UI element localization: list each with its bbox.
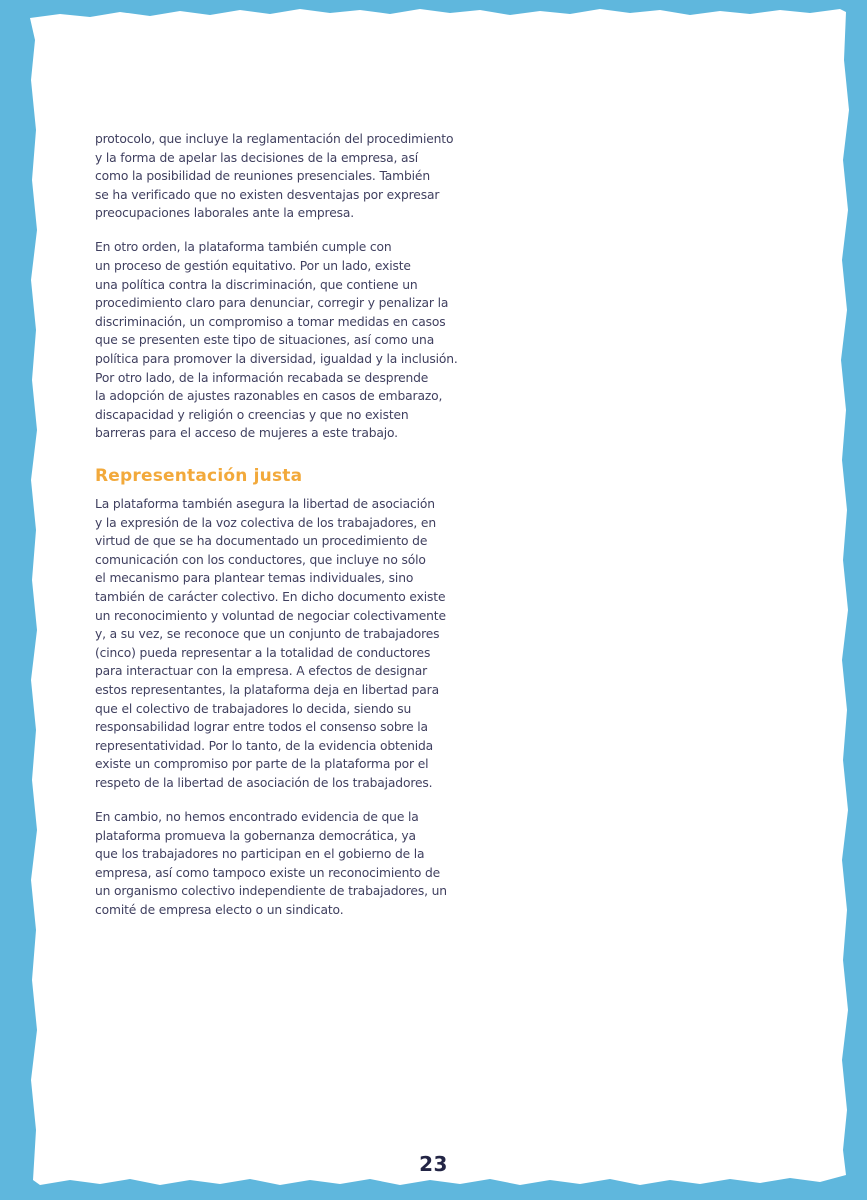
text-line: estos representantes, la plataforma deja en libertad para [95, 682, 439, 697]
page-number: 23 [419, 1152, 448, 1176]
text-line: respeto de la libertad de asociación de los trabajadores. [95, 775, 433, 790]
text-line: y la forma de apelar las decisiones de la empresa, así [95, 150, 418, 165]
text-line: también de carácter colectivo. En dicho documento existe [95, 589, 446, 604]
text-line: para interactuar con la empresa. A efectos de designar [95, 664, 427, 679]
text-line: un reconocimiento y voluntad de negociar colectivamente [95, 608, 446, 623]
body-text-column [95, 130, 458, 935]
text-line: la adopción de ajustes razonables en casos de embarazo, [95, 389, 443, 404]
text-line: y la expresión de la voz colectiva de los trabajadores, en [95, 515, 436, 530]
text-line: que se presenten este tipo de situaciones, así como una [95, 333, 435, 348]
text-line: plataforma promueva la gobernanza democrática, ya [95, 828, 416, 843]
text-line: política para promover la diversidad, igualdad y la inclusión. [95, 352, 458, 367]
text-line: un proceso de gestión equitativo. Por un lado, existe [95, 259, 411, 274]
text-line: empresa, así como tampoco existe un reconocimiento de [95, 865, 441, 880]
text-line: preocupaciones laborales ante la empresa. [95, 206, 355, 221]
text-line: Por otro lado, de la información recabada se desprende [95, 370, 429, 385]
paragraph-section-2 [95, 808, 447, 920]
text-line: representatividad. Por lo tanto, de la evidencia obtenida [95, 738, 434, 753]
text-line: responsabilidad lograr entre todos el consenso sobre la [95, 720, 428, 735]
section-heading: Representación justa [95, 466, 303, 486]
text-line: En cambio, no hemos encontrado evidencia de que la [95, 810, 419, 824]
text-line: existe un compromiso por parte de la plataforma por el [95, 757, 429, 772]
text-line: virtud de que se ha documentado un procedimiento de [95, 534, 428, 549]
paragraph-section-1 [95, 495, 446, 793]
text-line: comité de empresa electo o un sindicato. [95, 902, 344, 917]
text-line: que el colectivo de trabajadores lo decida, siendo su [95, 701, 412, 716]
text-line: procedimiento claro para denunciar, corregir y penalizar la [95, 296, 449, 311]
text-line: y, a su vez, se reconoce que un conjunto de trabajadores [95, 627, 440, 642]
text-line: discapacidad y religión o creencias y que no existen [95, 407, 409, 422]
paragraph-intro-2 [95, 238, 458, 443]
text-line: barreras para el acceso de mujeres a este trabajo. [95, 426, 398, 441]
text-line: (cinco) pueda representar a la totalidad de conductores [95, 645, 431, 660]
text-line: protocolo, que incluye la reglamentación del procedimiento [95, 132, 454, 146]
text-line: En otro orden, la plataforma también cumple con [95, 240, 392, 255]
text-line: discriminación, un compromiso a tomar medidas en casos [95, 314, 446, 329]
text-line: como la posibilidad de reuniones presenciales. También [95, 169, 430, 184]
text-line: se ha verificado que no existen desventajas por expresar [95, 187, 440, 202]
text-line: La plataforma también asegura la libertad de asociación [95, 497, 435, 511]
text-line: que los trabajadores no participan en el gobierno de la [95, 847, 425, 862]
text-line: el mecanismo para plantear temas individuales, sino [95, 571, 414, 586]
text-line: una política contra la discriminación, que contiene un [95, 277, 418, 292]
text-line: comunicación con los conductores, que incluye no sólo [95, 552, 426, 567]
paragraph-intro-1 [95, 130, 454, 223]
text-line: un organismo colectivo independiente de trabajadores, un [95, 884, 447, 899]
